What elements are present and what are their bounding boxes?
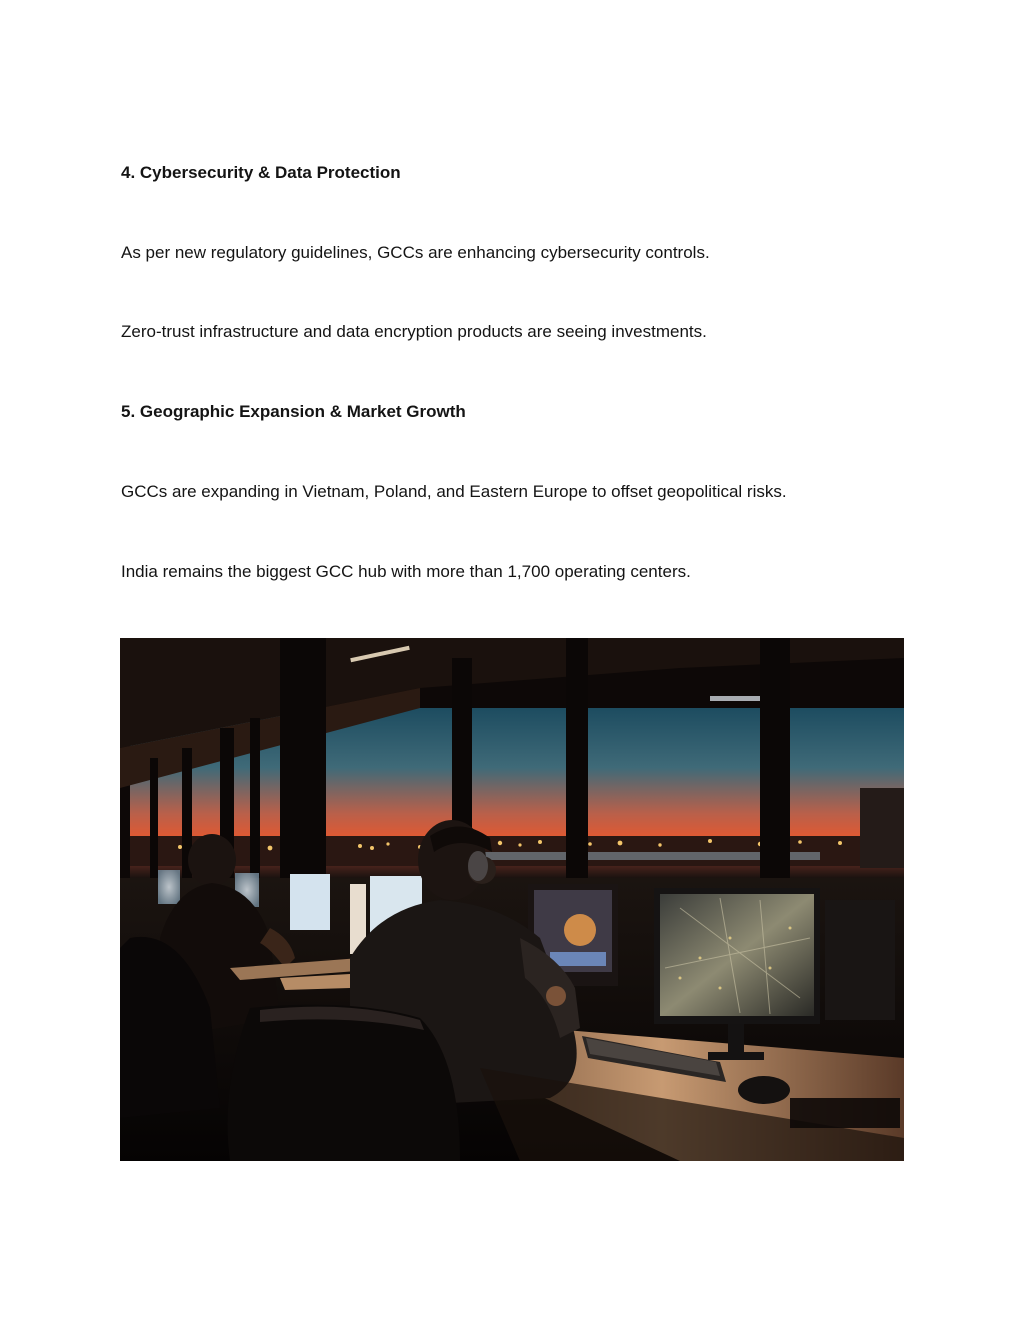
section-heading-geographic-expansion: 5. Geographic Expansion & Market Growth <box>121 402 466 421</box>
paragraph-regulatory-guidelines: As per new regulatory guidelines, GCCs are enhancing cybersecurity controls. <box>121 243 710 262</box>
paragraph-expansion-regions: GCCs are expanding in Vietnam, Poland, and Eastern Europe to offset geopolitical risks. <box>121 482 787 501</box>
paragraph-zero-trust: Zero-trust infrastructure and data encryption products are seeing investments. <box>121 322 707 341</box>
section-heading-cybersecurity: 4. Cybersecurity & Data Protection <box>121 163 401 182</box>
office-night-photo <box>120 638 904 1161</box>
paragraph-india-hub: India remains the biggest GCC hub with more than 1,700 operating centers. <box>121 562 691 581</box>
